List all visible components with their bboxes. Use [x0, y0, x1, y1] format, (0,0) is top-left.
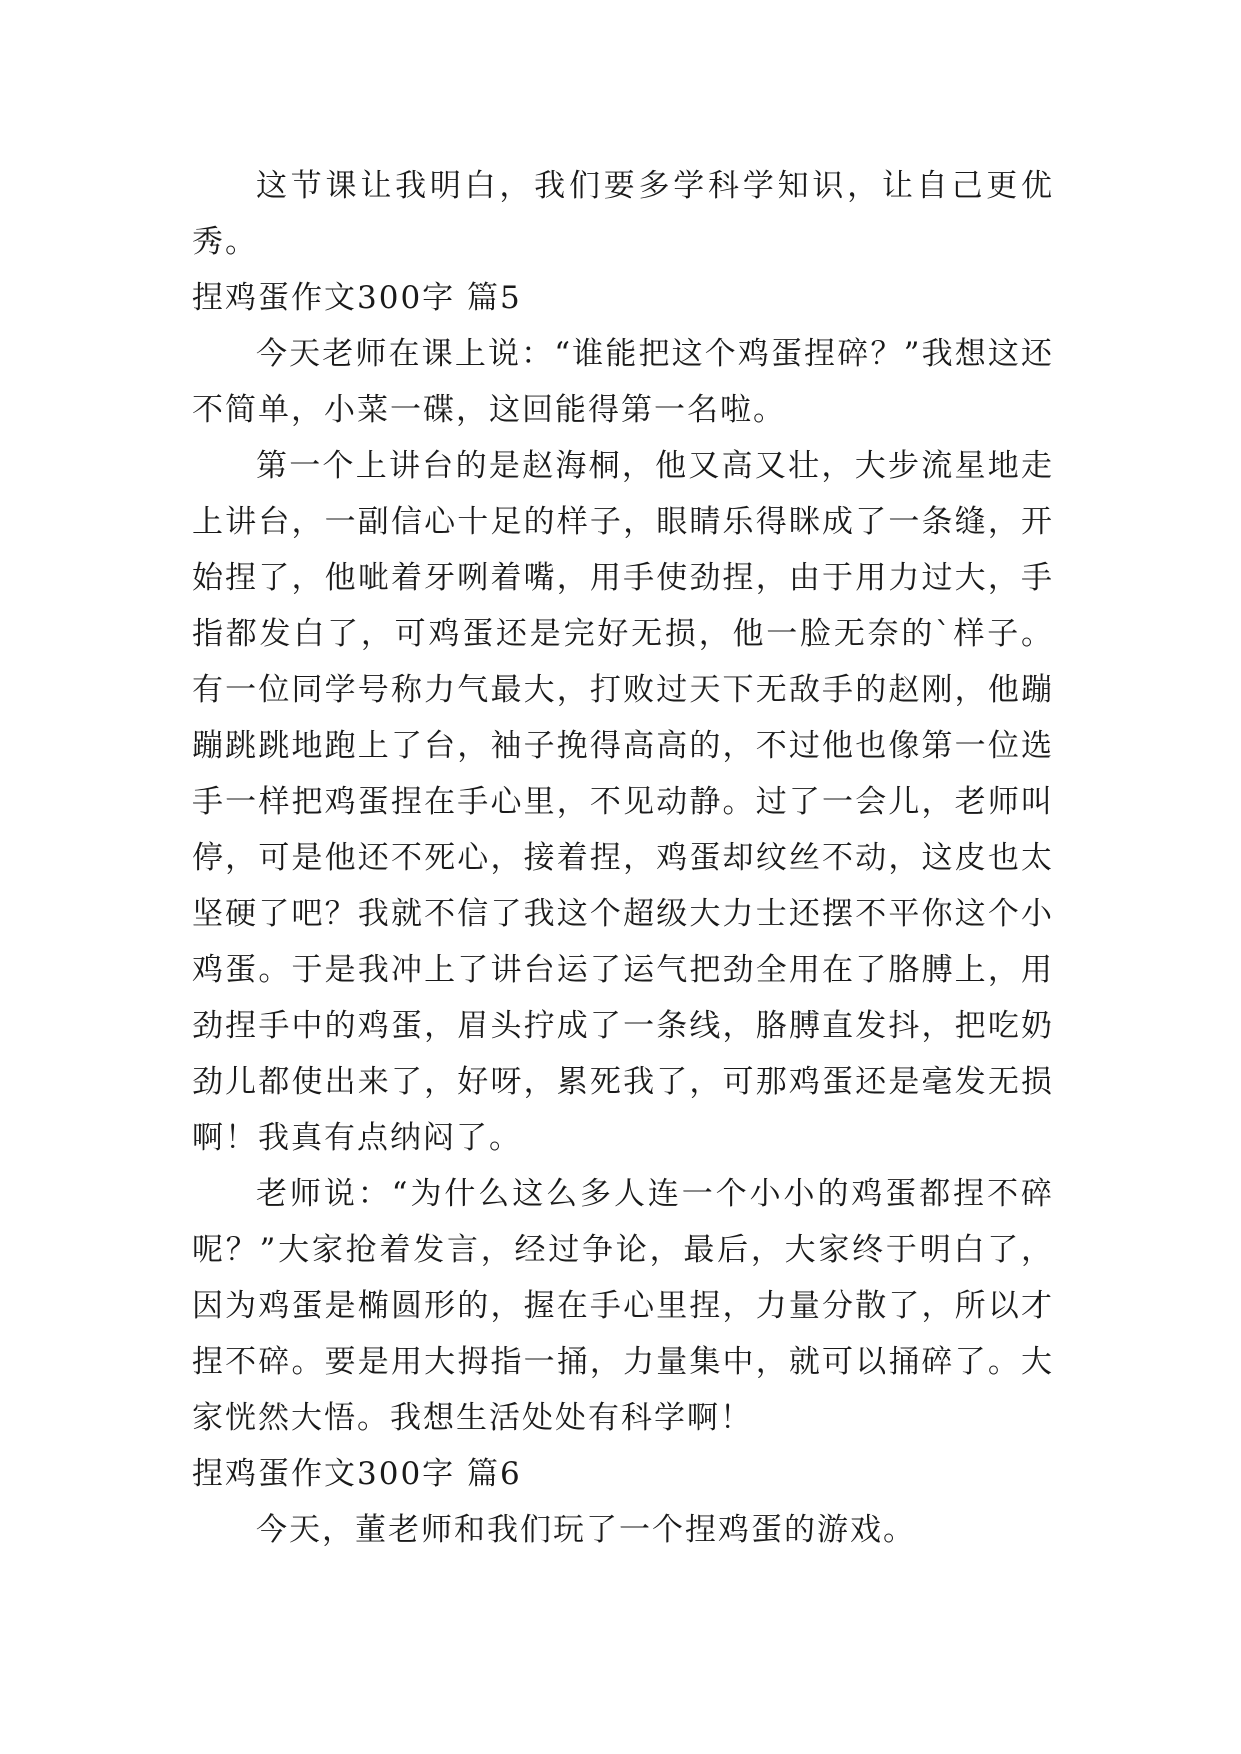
section-heading: 捏鸡蛋作文300字 篇6 — [192, 1456, 522, 1492]
paragraph: 第一个上讲台的是赵海桐，他又高又壮，大步流星地走上讲台，一副信心十足的样子，眼睛乐得眯成了一条缝，开始捏了，他呲着牙咧着嘴，用手使劲捏，由于用力过大，手指都发白了，可鸡蛋还是完好无损，他一脸无奈的`样子。有一位同学号称力气最大，打败过天下无敌手的赵刚，他蹦蹦跳跳地跑上了台，袖子挽得高高的，不过他也像第一位选手一样把鸡蛋捏在手心里，不见动静。过了一会儿，老师叫停，可是他还不死心，接着捏，鸡蛋却纹丝不动，这皮也太坚硬了吧？我就不信了我这个超级大力士还摆不平你这个小鸡蛋。于是我冲上了讲台运了运气把劲全用在了胳膊上，用劲捏手中的鸡蛋，眉头拧成了一条线，胳膊直发抖，把吃奶劲儿都使出来了，好呀，累死我了，可那鸡蛋还是毫发无损啊！我真有点纳闷了。 — [192, 448, 1054, 1156]
section-heading: 捏鸡蛋作文300字 篇5 — [192, 280, 522, 316]
paragraph: 这节课让我明白，我们要多学科学知识，让自己更优秀。 — [192, 168, 1054, 260]
paragraph: 今天老师在课上说：“谁能把这个鸡蛋捏碎？”我想这还不简单，小菜一碟，这回能得第一名啦。 — [192, 336, 1054, 428]
paragraph: 今天，董老师和我们玩了一个捏鸡蛋的游戏。 — [256, 1512, 916, 1548]
paragraph: 老师说：“为什么这么多人连一个小小的鸡蛋都捏不碎呢？”大家抢着发言，经过争论，最后，大家终于明白了，因为鸡蛋是椭圆形的，握在手心里捏，力量分散了，所以才捏不碎。要是用大拇指一捅，力量集中，就可以捅碎了。大家恍然大悟。我想生活处处有科学啊！ — [192, 1176, 1054, 1436]
document-body — [192, 158, 1054, 1558]
